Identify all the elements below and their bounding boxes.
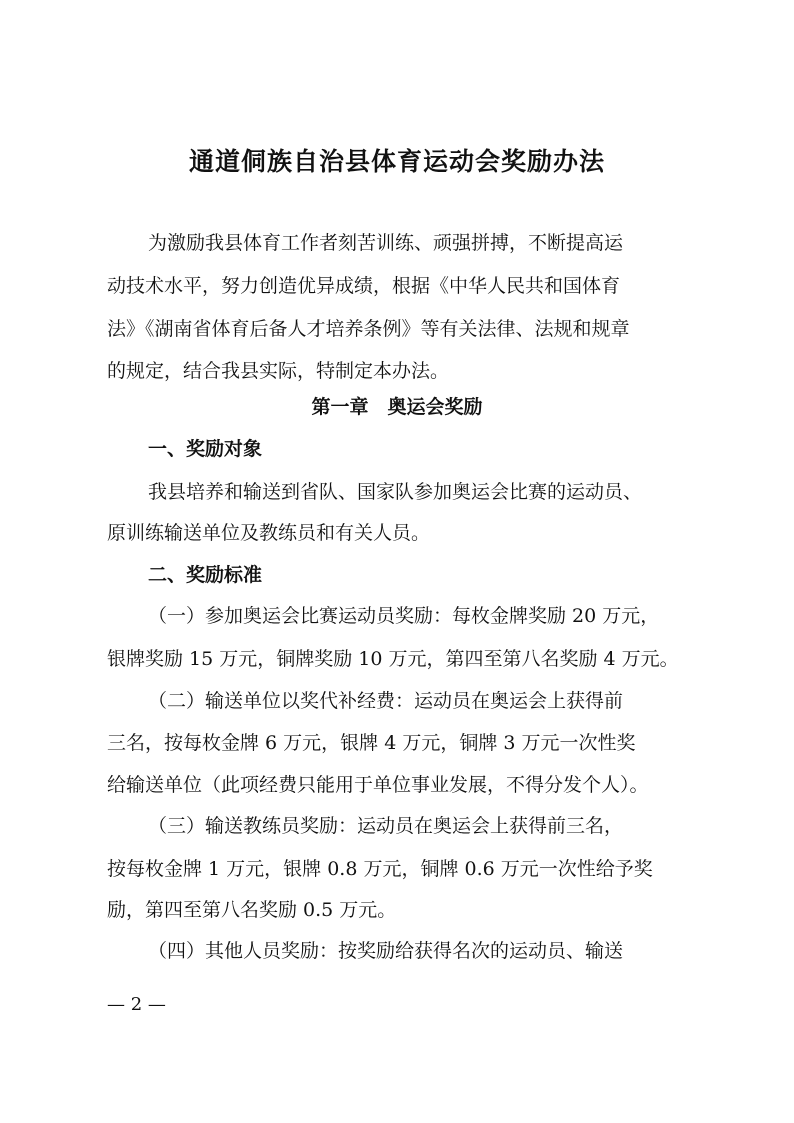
paragraph-line: 原训练输送单位及教练员和有关人员。 xyxy=(107,522,431,544)
document-title: 通道侗族自治县体育运动会奖励办法 xyxy=(188,147,605,176)
paragraph-line: 给输送单位（此项经费只能用于单位事业发展，不得分发个人）。 xyxy=(107,774,649,796)
preamble-line: 为激励我县体育工作者刻苦训练、顽强拼搏，不断提高运 xyxy=(148,232,624,254)
page-number: — 2 — xyxy=(107,994,166,1015)
chapter-title: 第一章 奥运会奖励 xyxy=(311,396,483,418)
paragraph-line: 三名，按每枚金牌 6 万元，银牌 4 万元，铜牌 3 万元一次性奖 xyxy=(107,732,636,754)
section-heading: 一、奖励对象 xyxy=(148,438,263,460)
preamble-line: 的规定，结合我县实际，特制定本办法。 xyxy=(107,360,450,382)
paragraph-line: （一）参加奥运会比赛运动员奖励：每枚金牌奖励 20 万元， xyxy=(148,605,660,627)
preamble-line: 动技术水平，努力创造优异成绩，根据《中华人民共和国体育 xyxy=(107,275,621,297)
paragraph-line: 银牌奖励 15 万元，铜牌奖励 10 万元，第四至第八名奖励 4 万元。 xyxy=(107,648,679,670)
paragraph-line: （三）输送教练员奖励：运动员在奥运会上获得前三名， xyxy=(148,815,624,837)
preamble-line: 法》《湖南省体育后备人才培养条例》等有关法律、法规和规章 xyxy=(107,318,630,340)
paragraph-line: （二）输送单位以奖代补经费：运动员在奥运会上获得前 xyxy=(148,690,624,712)
section-heading: 二、奖励标准 xyxy=(148,564,263,586)
paragraph-line: 按每枚金牌 1 万元，银牌 0.8 万元，铜牌 0.6 万元一次性给予奖 xyxy=(107,858,653,880)
paragraph-line: （四）其他人员奖励：按奖励给获得名次的运动员、输送 xyxy=(148,940,624,962)
paragraph-line: 我县培养和输送到省队、国家队参加奥运会比赛的运动员、 xyxy=(148,481,643,503)
paragraph-line: 励，第四至第八名奖励 0.5 万元。 xyxy=(107,899,397,921)
